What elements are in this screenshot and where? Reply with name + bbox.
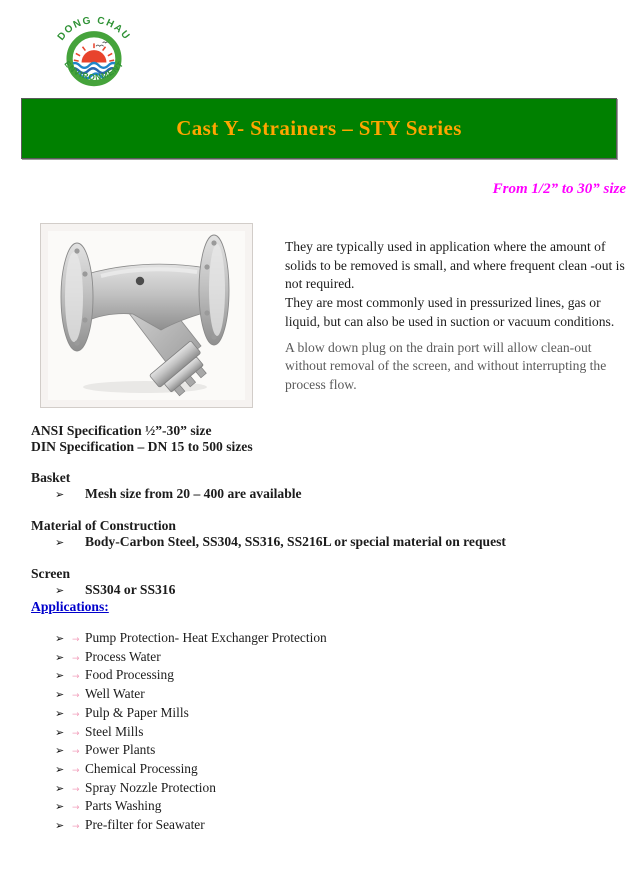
page-title: Cast Y- Strainers – STY Series <box>176 116 462 140</box>
intro-paragraph-2: They are most commonly used in pressurized lines, gas or liquid, but can also be used in suction or vacuum conditions. <box>285 295 615 329</box>
application-item <box>31 742 616 761</box>
application-item <box>31 780 616 799</box>
tab-arrow-icon: → <box>72 747 80 758</box>
company-logo <box>46 7 142 97</box>
y-strainer-illustration <box>41 224 252 407</box>
application-item <box>31 705 616 724</box>
size-range-note: From 1/2” to 30” size <box>492 181 626 197</box>
material-heading: Material of Construction <box>31 518 176 533</box>
application-label: Food Processing <box>85 667 174 683</box>
tab-arrow-icon: → <box>72 822 80 833</box>
ansi-spec-line: ANSI Specification ½”-30” size <box>31 423 212 438</box>
specifications-section <box>31 423 616 836</box>
arrow-bullet-icon: ➢ <box>55 800 65 814</box>
intro-paragraph-1: They are typically used in application where the amount of solids to be removed is small, and where frequent clean -out is not required. <box>285 239 625 292</box>
material-item-label: Body-Carbon Steel, SS304, SS316, SS216L or special material on request <box>85 534 506 549</box>
applications-heading: Applications: <box>31 599 109 614</box>
tab-arrow-icon: → <box>72 728 80 739</box>
tab-arrow-icon: → <box>72 709 80 720</box>
application-label: Pulp & Paper Mills <box>85 704 189 720</box>
left-flange <box>61 243 93 351</box>
right-flange <box>199 235 229 345</box>
application-item <box>31 798 616 817</box>
arrow-bullet-icon: ➢ <box>55 725 65 739</box>
arrow-bullet-icon: ➢ <box>55 650 65 664</box>
logo-top-text: DONG CHAU <box>55 15 133 43</box>
tab-arrow-icon: → <box>72 653 80 664</box>
screen-item <box>31 582 616 599</box>
arrow-bullet-icon: ➢ <box>55 744 65 758</box>
arrow-bullet-icon: ➢ <box>55 488 65 501</box>
intro-text <box>285 238 635 395</box>
application-label: Steel Mills <box>85 723 144 739</box>
arrow-bullet-icon: ➢ <box>55 706 65 720</box>
tab-arrow-icon: → <box>72 672 80 683</box>
arrow-bullet-icon: ➢ <box>55 762 65 776</box>
logo-bottom-text: ENVIRONMENT <box>62 59 126 82</box>
application-label: Parts Washing <box>85 798 162 814</box>
tab-arrow-icon: → <box>72 765 80 776</box>
arrow-bullet-icon: ➢ <box>55 819 65 833</box>
application-item <box>31 667 616 686</box>
application-label: Pre-filter for Seawater <box>85 817 205 833</box>
applications-list <box>31 630 616 836</box>
application-item <box>31 817 616 836</box>
screen-heading: Screen <box>31 566 71 581</box>
basket-item-label: Mesh size from 20 – 400 are available <box>85 486 302 501</box>
application-label: Process Water <box>85 648 161 664</box>
application-label: Pump Protection- Heat Exchanger Protection <box>85 630 327 645</box>
arrow-bullet-icon: ➢ <box>55 584 65 597</box>
vent-hole <box>136 277 144 285</box>
material-item <box>31 534 616 551</box>
application-label: Power Plants <box>85 742 156 758</box>
tab-arrow-icon: → <box>72 691 80 702</box>
application-item <box>31 630 616 649</box>
basket-item <box>31 486 616 503</box>
logo-graphic <box>46 7 142 97</box>
application-item <box>31 724 616 743</box>
application-item <box>31 761 616 780</box>
screen-item-label: SS304 or SS316 <box>85 582 176 597</box>
application-label: Spray Nozzle Protection <box>85 779 216 795</box>
tab-arrow-icon: → <box>72 784 80 795</box>
arrow-bullet-icon: ➢ <box>55 669 65 683</box>
application-label: Chemical Processing <box>85 760 198 776</box>
title-banner <box>21 98 617 159</box>
application-item <box>31 649 616 668</box>
arrow-bullet-icon: ➢ <box>55 632 65 645</box>
application-item <box>31 686 616 705</box>
intro-paragraph-3: A blow down plug on the drain port will allow clean-out without removal of the screen, and without interrupting the process flow. <box>285 339 607 392</box>
application-label: Well Water <box>85 686 145 702</box>
arrow-bullet-icon: ➢ <box>55 781 65 795</box>
arrow-bullet-icon: ➢ <box>55 688 65 702</box>
basket-heading: Basket <box>31 470 71 485</box>
tab-arrow-icon: → <box>72 635 80 645</box>
din-spec-line: DIN Specification – DN 15 to 500 sizes <box>31 439 253 454</box>
tab-arrow-icon: → <box>72 803 80 814</box>
arrow-bullet-icon: ➢ <box>55 536 65 549</box>
product-photo <box>40 223 253 408</box>
